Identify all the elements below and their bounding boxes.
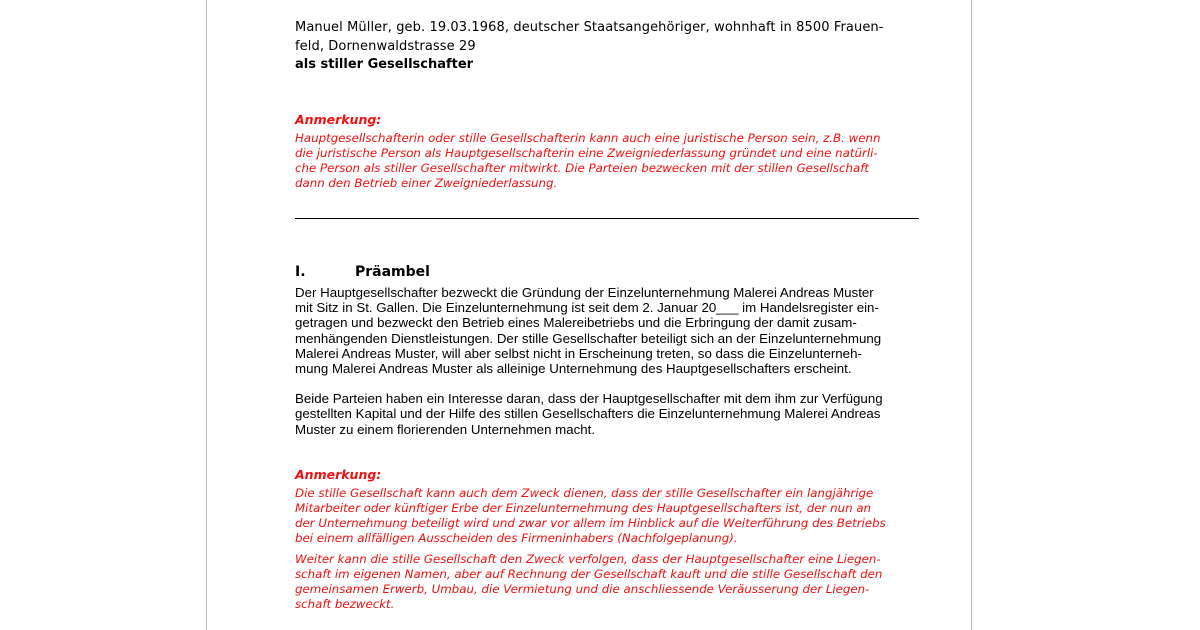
preamble-paragraph <box>295 391 919 437</box>
preamble-paragraph <box>295 285 919 376</box>
text-line: gestellten Kapital und der Hilfe des stillen Gesellschafters die Einzelunternehmung Malerei Andreas <box>295 406 881 422</box>
note-line: dann den Betrieb einer Zweigniederlassung. <box>295 176 558 190</box>
note-title: Anmerkung: <box>295 112 382 127</box>
text-line: Beide Parteien haben ein Interesse daran, dass der Hauptgesellschafter mit dem ihm zur Verfügung <box>295 391 883 407</box>
note-text <box>295 131 919 191</box>
text-line: Muster zu einem florierenden Unternehmen macht. <box>295 421 596 437</box>
note-line: gemeinsamen Erwerb, Umbau, die Vermietung und die anschliessende Veräusserung der Liegen- <box>295 581 870 596</box>
text-line: Der Hauptgesellschafter bezweckt die Gründung der Einzelunternehmung Malerei Andreas Muster <box>295 285 874 300</box>
text-line: menhängenden Dienstleistungen. Der stille Gesellschafter beteiligt sich an der Einzelunternehmung <box>295 330 882 346</box>
note-title: Anmerkung: <box>295 466 382 482</box>
text-line: mung Malerei Andreas Muster als alleinige Unternehmung des Hauptgesellschafters erscheint. <box>295 361 852 377</box>
page-content <box>295 18 919 612</box>
note-line: Mitarbeiter oder künftiger Erbe der Einzelunternehmung des Hauptgesellschafters ist, der nun an <box>295 500 872 515</box>
note-line: schaft im eigenen Namen, aber auf Rechnung der Gesellschaft kauft und die stille Gesellschaft den <box>295 566 883 581</box>
party-line: Manuel Müller, geb. 19.03.1968, deutscher Staatsangehöriger, wohnhaft in 8500 Frauen- <box>295 20 884 35</box>
section-title: Präambel <box>355 264 430 280</box>
note-text <box>295 552 919 612</box>
note-line: der Unternehmung beteiligt wird und zwar vor allem im Hinblick auf die Weiterführung des Betriebs <box>295 515 886 530</box>
section-number: I. <box>295 264 306 280</box>
note-line: Hauptgesellschafterin oder stille Gesellschafterin kann auch eine juristische Person sein, z.B. wenn <box>295 131 881 145</box>
document-page <box>206 0 972 630</box>
note-line: bei einem allfälligen Ausscheiden des Firmeninhabers (Nachfolgeplanung). <box>295 530 738 545</box>
note-text <box>295 486 919 546</box>
party-line: feld, Dornenwaldstrasse 29 <box>295 39 476 54</box>
note-line: che Person als stiller Gesellschafter mitwirkt. Die Parteien bezwecken mit der stillen Gesellschaft <box>295 161 870 175</box>
note-line: Weiter kann die stille Gesellschaft den Zweck verfolgen, dass der Hauptgesellschafter eine Liegen- <box>295 551 881 566</box>
note-line: schaft bezweckt. <box>295 596 395 611</box>
note-line: Die stille Gesellschaft kann auch dem Zweck dienen, dass der stille Gesellschafter ein langjährige <box>295 485 874 500</box>
party-role: als stiller Gesellschafter <box>295 57 474 72</box>
party-details <box>295 18 919 56</box>
text-line: Malerei Andreas Muster, will aber selbst nicht in Erscheinung treten, so dass die Einzelunterneh- <box>295 345 862 361</box>
section-heading <box>295 263 919 281</box>
text-line: mit Sitz in St. Gallen. Die Einzelunternehmung ist seit dem 2. Januar 20___ im Handelsregister ein- <box>295 300 879 316</box>
text-line: getragen und bezweckt den Betrieb eines Malereibetriebs und die Erbringung der damit zusam- <box>295 315 857 331</box>
note-line: die juristische Person als Hauptgesellschafterin eine Zweigniederlassung gründet und eine natürli- <box>295 146 878 160</box>
